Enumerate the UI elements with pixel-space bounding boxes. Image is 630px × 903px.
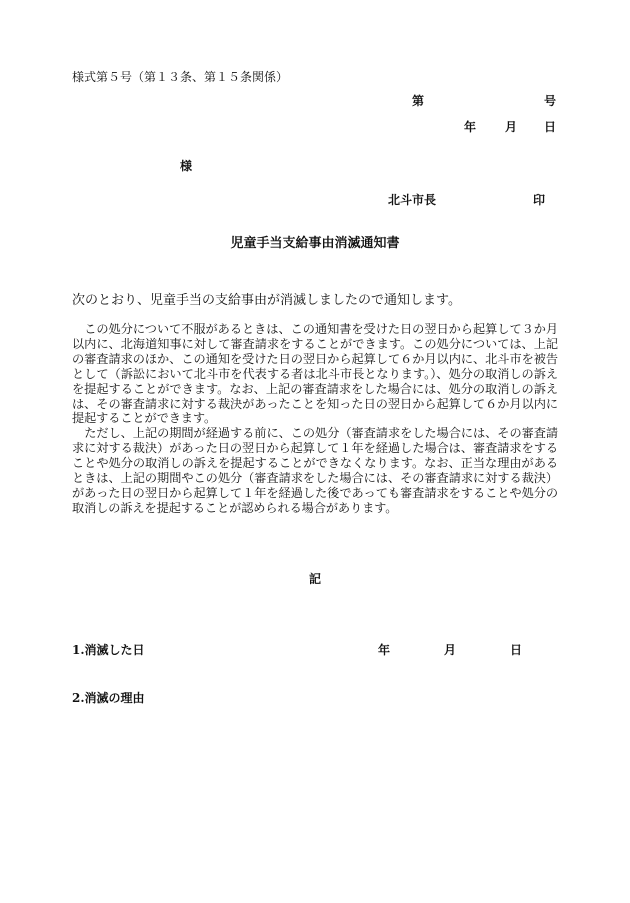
appeal-paragraph-1: この処分について不服があるときは、この通知書を受けた日の翌日から起算して３か月以内に、北海道知事に対して審査請求をすることができます。この処分については、上記の審査請求のほか、この通知を受けた日の翌日から起算して６か月以内に、北斗市を被告として（訴訟において北斗市を代表する者は北斗市長となります。）、処分の取消しの訴えを提起することができます。なお、上記の審査請求をした場合には、処分の取消しの訴えは、その審査請求に対する裁決があったことを知った日の翌日から起算して６か月以内に提起することができます。	[72, 322, 558, 426]
appeal-paragraph-2: ただし、上記の期間が経過する前に、この処分（審査請求をした場合には、その審査請求に対する裁決）があった日の翌日から起算して１年を経過した場合は、審査請求をすることや処分の取消しの訴えを提起することができなくなります。なお、正当な理由があるときは、上記の期間やこの処分（審査請求をした場合には、その審査請求に対する裁決）があった日の翌日から起算して１年を経過した後であっても審査請求をすることや処分の取消しの訴えを提起することが認められる場合があります。	[72, 426, 558, 515]
notice-number-suffix: 号	[544, 94, 557, 108]
form-number: 様式第５号（第１３条、第１５条関係）	[72, 70, 289, 84]
issue-date-day: 日	[544, 120, 557, 134]
document-title: 児童手当支給事由消滅通知書	[230, 236, 400, 251]
addressee-honorific: 様	[180, 159, 193, 173]
issue-date-month: 月	[505, 120, 518, 134]
issuer-name: 北斗市長	[388, 193, 437, 207]
notice-number-prefix: 第	[412, 94, 425, 108]
appeal-notice	[72, 322, 558, 516]
item-lapse-date-month: 月	[444, 643, 457, 657]
ki-heading: 記	[308, 572, 321, 586]
item-lapse-reason-label: 2.消滅の理由	[72, 691, 145, 705]
seal-mark: 印	[533, 193, 546, 207]
item-lapse-date-label: 1.消滅した日	[72, 643, 145, 657]
item-lapse-date-year: 年	[378, 643, 391, 657]
item-lapse-date-day: 日	[510, 643, 523, 657]
intro-sentence: 次のとおり、児童手当の支給事由が消滅しましたので通知します。	[72, 293, 461, 308]
issue-date-year: 年	[464, 120, 477, 134]
